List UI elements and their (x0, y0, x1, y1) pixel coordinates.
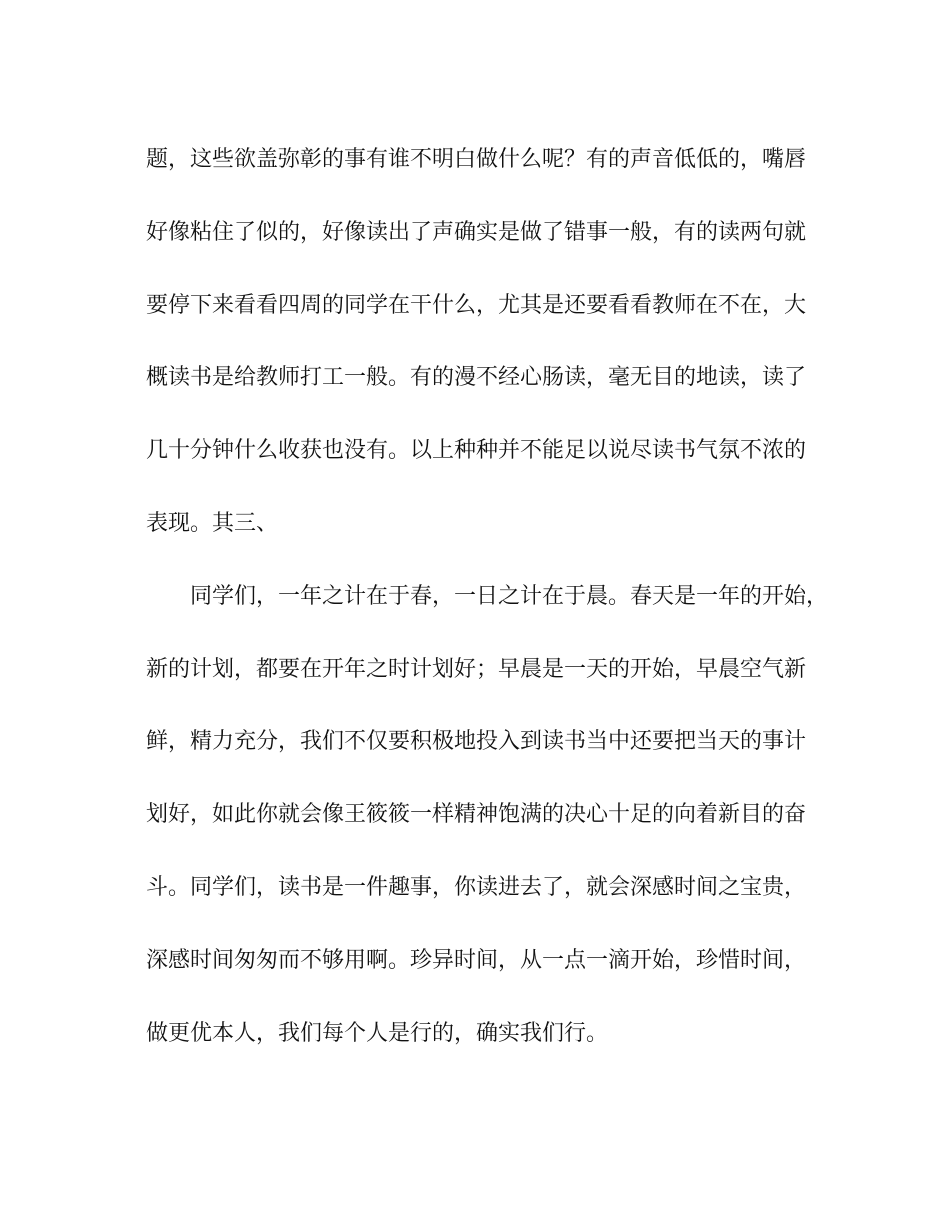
text-line: 题，这些欲盖弥彰的事有谁不明白做什么呢？有的声音低低的，嘴唇 (146, 147, 807, 172)
text-line: 表现。其三、 (146, 510, 279, 536)
text-line: 斗。同学们，读书是一件趣事，你读进去了，就会深感时间之宝贵， (146, 874, 807, 900)
text-line: 鲜，精力充分，我们不仅要积极地投入到读书当中还要把当天的事计 (146, 729, 807, 755)
text-line: 概读书是给教师打工一般。有的漫不经心肠读，毫无目的地读，读了 (146, 365, 807, 391)
document-body (146, 138, 829, 1084)
paragraph-first-line: 同学们，一年之计在于春，一日之计在于晨。春天是一年的开始， (190, 583, 829, 609)
text-line: 几十分钟什么收获也没有。以上种种并不能足以说尽读书气氛不浓的 (146, 438, 807, 464)
text-line: 要停下来看看四周的同学在干什么，尤其是还要看看教师在不在，大 (146, 292, 807, 318)
text-line: 做更优本人，我们每个人是行的，确实我们行。 (146, 1020, 609, 1046)
text-line: 好像粘住了似的，好像读出了声确实是做了错事一般，有的读两句就 (146, 219, 807, 245)
text-line: 划好，如此你就会像王筱筱一样精神饱满的决心十足的向着新目的奋 (146, 802, 807, 828)
text-line: 新的计划，都要在开年之时计划好；早晨是一天的开始，早晨空气新 (146, 656, 807, 682)
text-line: 深感时间匆匆而不够用啊。珍异时间，从一点一滴开始，珍惜时间， (146, 947, 807, 973)
